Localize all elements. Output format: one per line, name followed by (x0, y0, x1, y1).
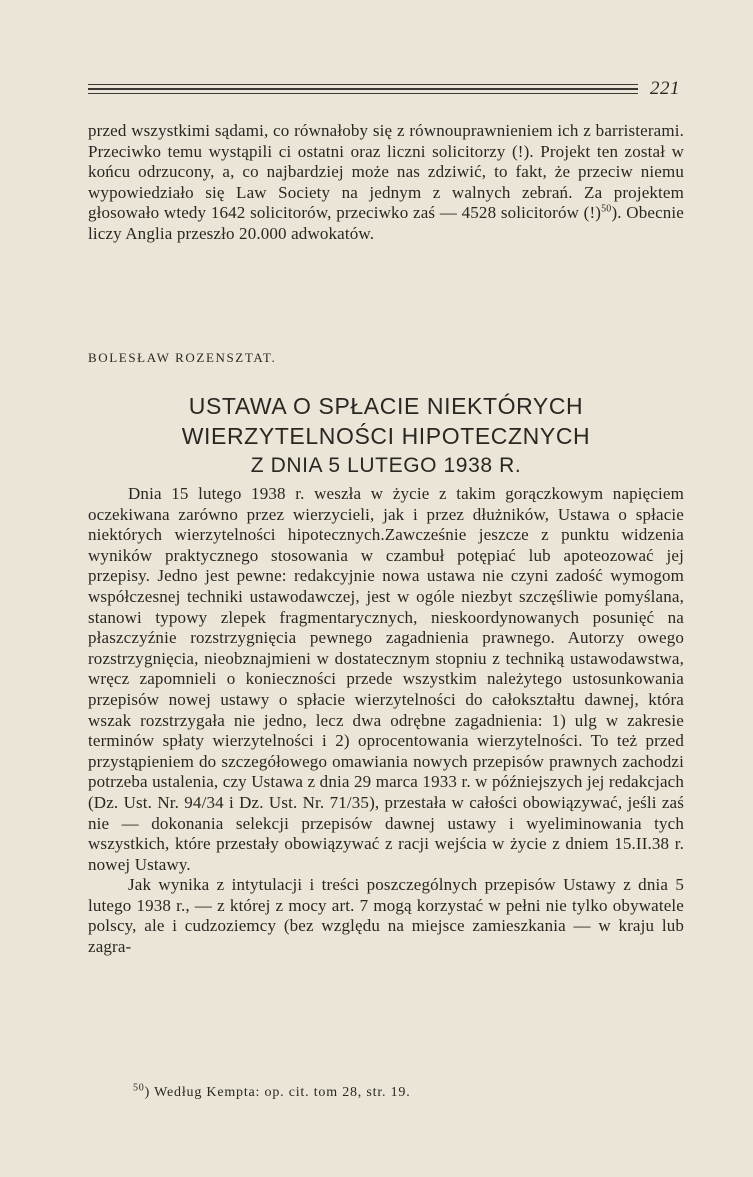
footnote (133, 1082, 411, 1101)
title-line: USTAWA O SPŁACIE NIEKTÓRYCH (188, 393, 584, 419)
body-paragraph: przed wszystkimi sądami, co równałoby się z równouprawnieniem ich z barristerami. Przeciwko temu wystąpili ci ostatni oraz liczni solicitorzy (!). Projekt ten został w końcu odrzucony, a, co najbardziej może nas zdziwić, to fakt, że przeciw niemu wypowiedziało się Law Society na jednym z walnych zebrań. Za projektem głosowało wtedy 1642 solicitorów, przeciwko zaś — 4528 solicitorów (!)$^{50}$). Obecnie liczy Anglia przeszło 20.000 adwokatów. (88, 121, 684, 243)
previous-article-ending (88, 121, 684, 245)
article-author: BOLESŁAW ROZENSZTAT. (88, 350, 277, 365)
title-line: WIERZYTELNOŚCI HIPOTECZNYCH (181, 423, 591, 449)
footnote-reference: 50 (601, 203, 612, 215)
article-title (88, 391, 684, 481)
page-header (88, 78, 686, 100)
footnote-marker: 50 (133, 1082, 145, 1094)
article-body (88, 484, 684, 958)
header-rule (88, 84, 638, 97)
title-line: Z DNIA 5 LUTEGO 1938 R. (250, 454, 522, 477)
body-paragraph: Jak wynika z intytulacji i treści poszczególnych przepisów Ustawy z dnia 5 lutego 1938 r., — z której z mocy art. 7 mogą korzystać w pełni nie tylko obywatele polscy, ale i cudzoziemcy (bez względu na miejsce zamieszkania — w kraju lub zagra- (88, 875, 684, 957)
footnote-text: ) Według Kempta: op. cit. tom 28, str. 19. (144, 1085, 411, 1100)
body-paragraph: Dnia 15 lutego 1938 r. weszła w życie z takim gorączkowym napięciem oczekiwana zarówno przez wierzycieli, jak i przez dłużników, Ustawa o spłacie niektórych wierzytelności hipotecznych.Zawcześnie jeszcze z punktu widzenia wyników praktycznego stosowania w czambuł potępiać lub apoteozować jej przepisy. Jedno jest pewne: redakcyjnie nowa ustawa nie czyni zadość wymogom współczesnej techniki ustawodawczej, jest w ogóle niezbyt szczęśliwie pomyślana, stanowi typowy zlepek fragmentarycznych, nieskoordynowanych posunięć na płaszczyźnie rozstrzygnięcia pewnego zagadnienia prawnego. Autorzy owego rozstrzygnięcia, nieobznajmieni w dostatecznym stopniu z techniką ustawodawstwa, wręcz zapomnieli o konieczności przede wszystkim należytego ustosunkowania przepisów nowej ustawy o spłacie wierzytelności do całokształtu dawnej, która wszak rozstrzygała nie jedno, lecz dwa odrębne zagadnienia: 1) ulg w zakresie terminów spłaty wierzytelności i 2) oprocentowania wierzytelności. To też przed przystąpieniem do szczegółowego omawiania nowych przepisów prawnych zachodzi potrzeba ustalenia, czy Ustawa z dnia 29 marca 1933 r. w późniejszych jej redakcjach (Dz. Ust. Nr. 94/34 i Dz. Ust. Nr. 71/35), przestała w całości obowiązywać, jeśli zaś nie — dokonania selekcji przepisów dawnej ustawy i wyeliminowania tych wszystkich, które przestały obowiązywać z racji wejścia w życie z dniem 15.II.38 r. nowej Ustawy. (88, 484, 684, 874)
page-number: 221 (650, 78, 680, 99)
